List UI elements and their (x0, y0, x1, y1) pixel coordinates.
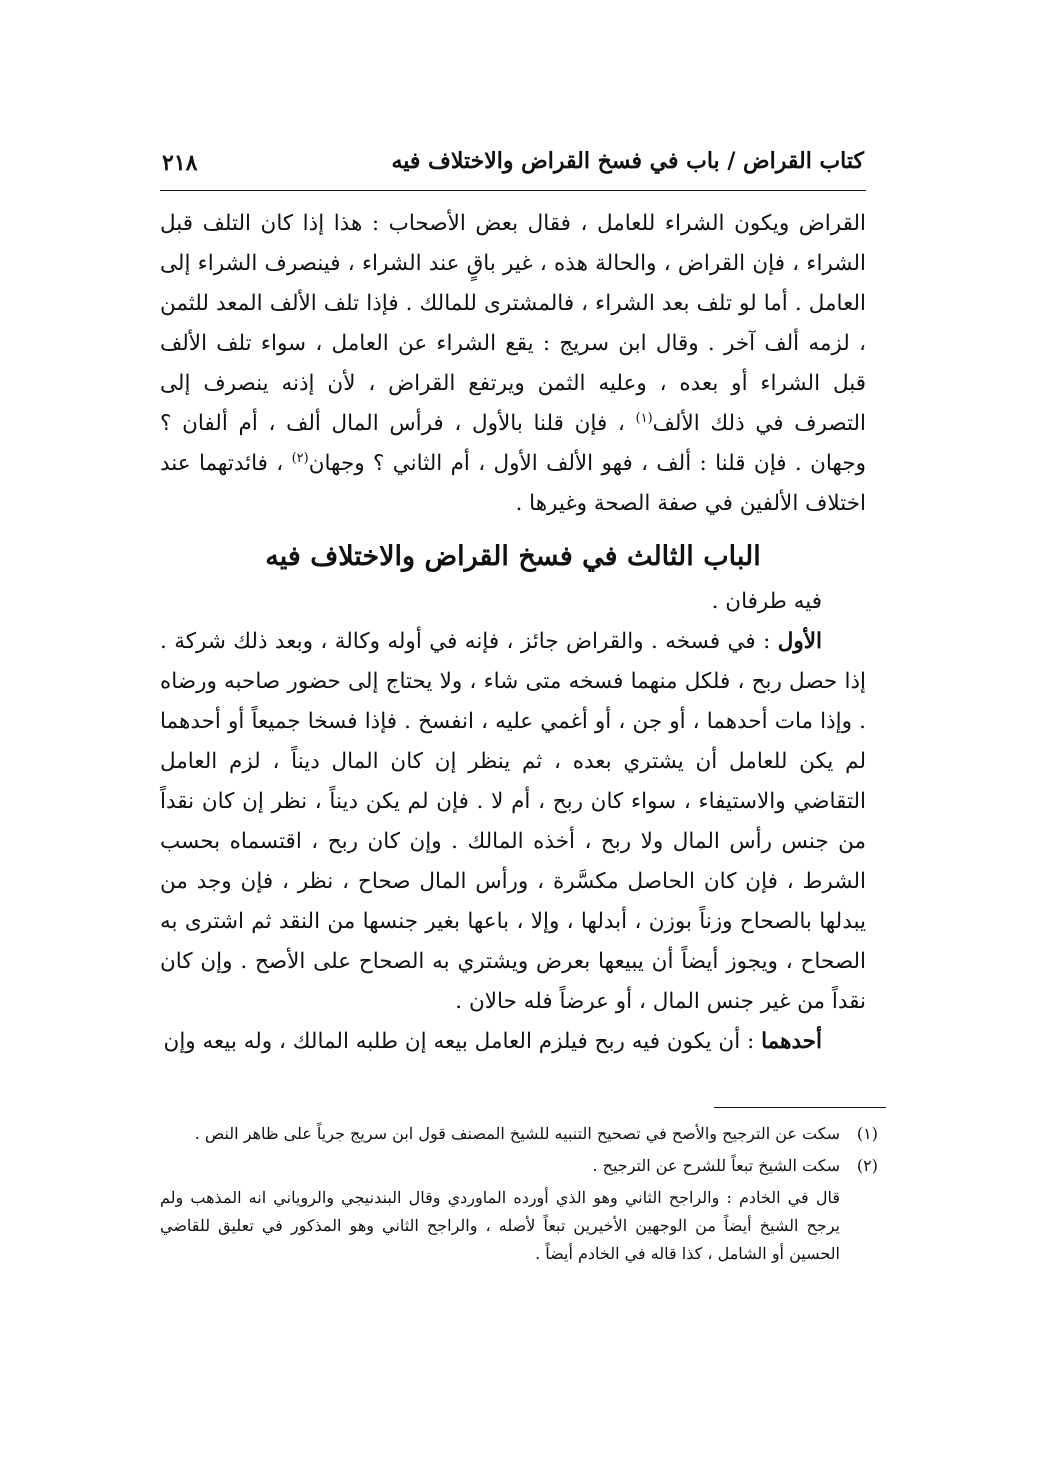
paragraph-text: ، فائدتهما عند اختلاف الألفين في صفة الصحة وغيرها . (160, 451, 866, 516)
footnote-2 (160, 1152, 878, 1180)
footnote-1 (160, 1120, 878, 1148)
footnote-number: (٢) (856, 1156, 878, 1175)
running-header-title: كتاب القراض / باب في فسخ القراض والاختلاف فيه (391, 148, 864, 174)
paragraph-first-case (160, 1022, 866, 1062)
footnote-text: سكت الشيخ تبعاً للشرح عن الترجيح . (592, 1156, 840, 1175)
header-rule (160, 190, 866, 191)
running-header (162, 148, 864, 184)
footnote-separator (714, 1107, 886, 1108)
paragraph-lead-word: أحدهما (761, 1029, 822, 1054)
paragraph-text: القراض ويكون الشراء للعامل ، فقال بعض الأصحاب : هذا إذا كان التلف قبل الشراء ، فإن القراض ، والحالة هذه ، غير باقٍ عند الشراء ، فينصرف الشراء إلى العامل . أما لو تلف بعد الشراء ، فالمشترى للمالك . فإذا تلف الألف المعد للثمن ، لزمه ألف آخر . وقال ابن سريج : يقع الشراء عن العامل ، سواء تلف الألف قبل الشراء أو بعده ، وعليه الثمن ويرتفع القراض ، لأن إذنه ينصرف إلى التصرف في ذلك الألف (160, 211, 866, 436)
paragraph-text: : في فسخه . والقراض جائز ، فإنه في أوله وكالة ، وبعد ذلك شركة . إذا حصل ربح ، فلكل منهما فسخه متى شاء ، ولا يحتاج إلى حضور صاحبه ورضاه . وإذا مات أحدهما ، أو جن ، أو أغمي عليه ، انفسخ . فإذا فسخا جميعاً أو أحدهما لم يكن للعامل أن يشتري بعده ، ثم ينظر إن كان المال ديناً ، لزم العامل التقاضي والاستيفاء ، سواء كان ربح ، أم لا . فإن لم يكن ديناً ، نظر إن كان نقداً من جنس رأس المال ولا ربح ، أخذه المالك . وإن كان ربح ، اقتسماه بحسب الشرط ، فإن كان الحاصل مكسَّرة ، ورأس المال صحاح ، نظر ، فإن وجد من يبدلها بالصحاح وزناً بوزن ، أبدلها ، وإلا ، باعها بغير جنسها من النقد ثم اشترى به الصحاح ، ويجوز أيضاً أن يبيعها بعرض ويشتري به الصحاح على الأصح . وإن كان نقداً من غير جنس المال ، أو عرضاً فله حالان . (160, 629, 866, 1014)
footnote-ref-2[interactable]: (٢) (291, 450, 309, 466)
paragraph-continuation (160, 204, 866, 524)
page-number: ٢١٨ (162, 150, 198, 176)
paragraph-text: ، فإن قلنا بالأول ، فرأس المال ألف ، أم ألفان ؟ وجهان . فإن قلنا : ألف ، فهو الألف الأول ، أم الثاني ؟ وجهان (160, 411, 866, 476)
footnote-number: (١) (856, 1124, 878, 1143)
footnotes (160, 1120, 878, 1268)
footnote-text: سكت عن الترجيح والأصح في تصحيح التنبيه للشيخ المصنف قول ابن سريج جرياً على ظاهر النص . (194, 1124, 840, 1143)
paragraph-text: : أن يكون فيه ربح فيلزم العامل بيعه إن طلبه المالك ، وله بيعه وإن (163, 1029, 762, 1054)
paragraph-lead-word: الأول (777, 629, 822, 654)
footnote-ref-1[interactable]: (١) (635, 410, 653, 426)
chapter-intro: فيه طرفان . (711, 589, 822, 614)
chapter-title: الباب الثالث في فسخ القراض والاختلاف فيه (265, 541, 761, 572)
paragraph-first-part (160, 622, 866, 1022)
footnote-2-continuation: قال في الخادم : والراجح الثاني وهو الذي أورده الماوردي وقال البندنيجي والروياني انه المذهب ولم يرجح الشيخ أيضاً من الوجهين الأخيرين تبعاً لأصله ، والراجح الثاني وهو المذكور في تعليق للقاضي الحسين أو الشامل ، كذا قاله في الخادم أيضاً . (160, 1188, 840, 1263)
main-text (160, 204, 866, 1062)
